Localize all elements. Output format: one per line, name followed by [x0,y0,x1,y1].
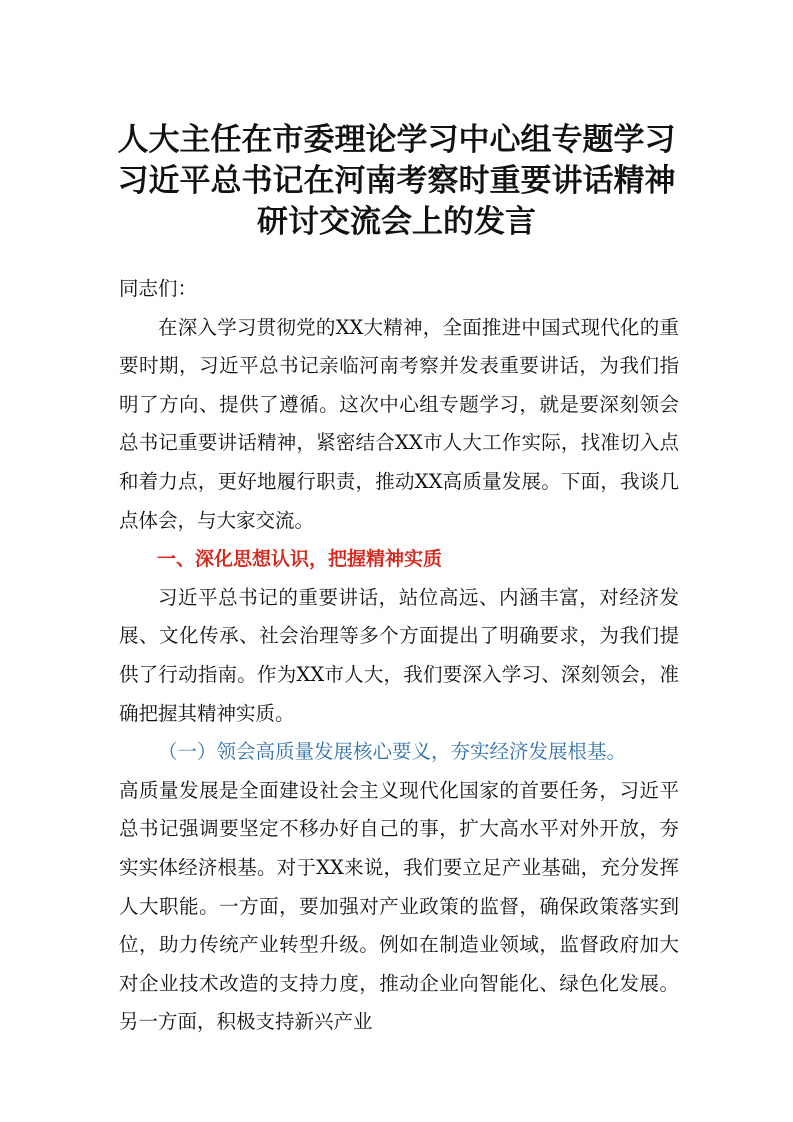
salutation: 同志们： [119,277,198,300]
title-line-1: 人大主任在市委理论学习中心组专题学习 [117,122,676,158]
subsection-1-paragraph: 高质量发展是全面建设社会主义现代化国家的首要任务，习近平总书记强调要坚定不移办好自己的事，扩大高水平对外开放，夯实实体经济根基。对于XX来说，我们要立足产业基础，充分发挥人大职能。一方面，要加强对产业政策的监督，确保政策落实到位，助力传统产业转型升级。例如在制造业领域，监督政府加大对企业技术改造的支持力度，推动企业向智能化、绿色化发展。另一方面，积极支持新兴产业 [119,778,679,1034]
section-1-paragraph: 习近平总书记的重要讲话，站位高远、内涵丰富，对经济发展、文化传承、社会治理等多个方面提出了明确要求，为我们提供了行动指南。作为XX市人大，我们要深入学习、深刻领会，准确把握其精神实质。 [119,585,679,725]
intro-paragraph: 在深入学习贯彻党的XX大精神，全面推进中国式现代化的重要时期，习近平总书记亲临河南考察并发表重要讲话，为我们指明了方向、提供了遵循。这次中心组专题学习，就是要深刻领会总书记重要讲话精神，紧密结合XX市人大工作实际，找准切入点和着力点，更好地履行职责，推动XX高质量发展。下面，我谈几点体会，与大家交流。 [119,315,679,532]
document-body [119,270,679,1042]
title-line-2: 习近平总书记在河南考察时重要讲话精神 [117,163,676,199]
subsection-heading-1: （一）领会高质量发展核心要义，夯实经济发展根基。 [158,740,627,764]
title-line-3: 研讨交流会上的发言 [257,204,536,240]
document-title [0,120,793,243]
section-heading-1: 一、深化思想认识，把握精神实质 [157,548,443,571]
